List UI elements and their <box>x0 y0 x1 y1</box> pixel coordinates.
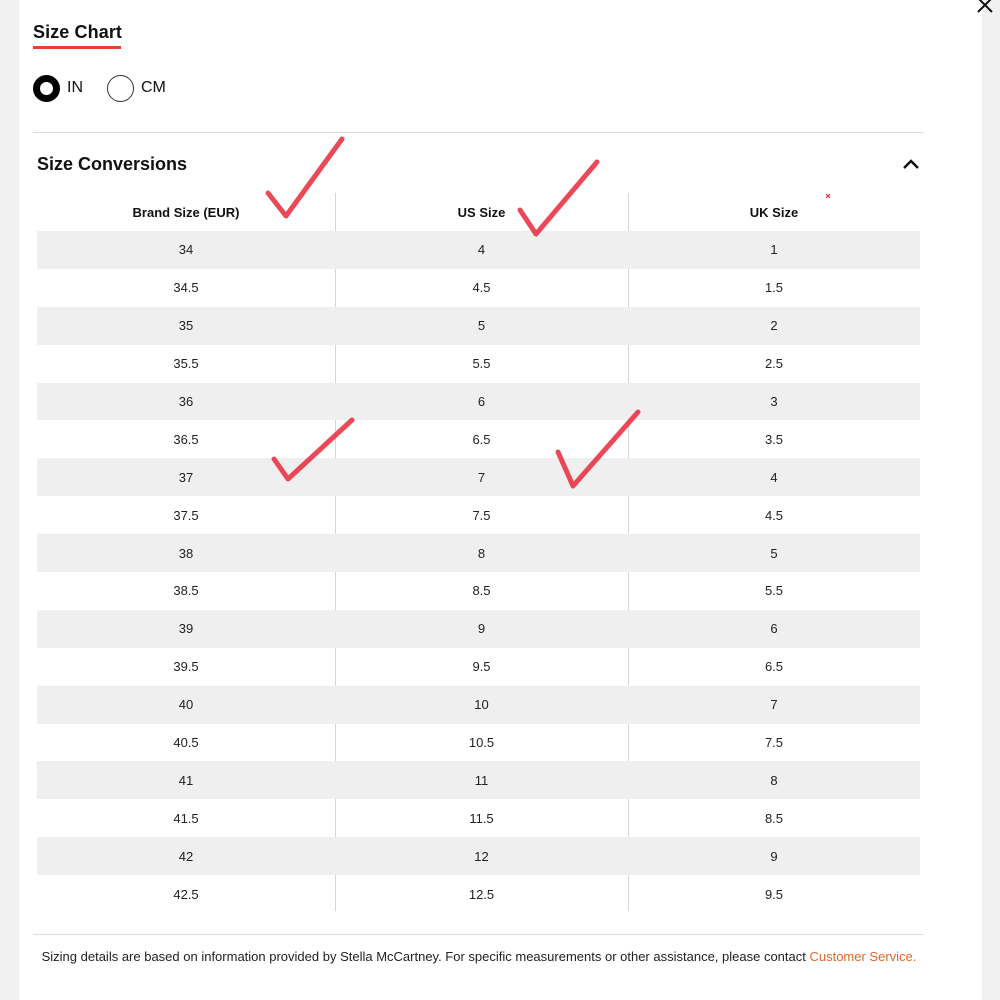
cell-us-size: 9 <box>477 621 486 637</box>
cell-uk-size: 6.5 <box>764 659 784 675</box>
cell-uk-size: 9.5 <box>764 886 784 902</box>
cell-brand-size: 35.5 <box>173 356 199 372</box>
cell-brand-size: 41.5 <box>173 810 199 826</box>
table-row <box>37 269 920 307</box>
table-row <box>37 875 920 913</box>
cell-brand-size: 40 <box>178 697 194 713</box>
table-row <box>37 610 920 648</box>
radio-in[interactable] <box>33 75 60 102</box>
cell-brand-size: 40.5 <box>173 735 199 751</box>
cell-brand-size: 39 <box>178 621 194 637</box>
cell-uk-size: 7 <box>770 697 778 713</box>
cell-uk-size: 4 <box>770 469 778 485</box>
header-brand-size: Brand Size (EUR) <box>132 204 240 220</box>
cell-uk-size: 3 <box>770 394 778 409</box>
table-row <box>37 648 920 686</box>
cell-us-size: 10 <box>474 697 489 713</box>
cell-uk-size: 2.5 <box>764 356 784 372</box>
cell-uk-size: 7.5 <box>764 735 784 751</box>
cell-us-size: 10.5 <box>468 735 495 751</box>
radio-in-label[interactable]: IN <box>67 79 83 96</box>
unit-toggle <box>33 74 190 102</box>
customer-service-link[interactable]: Customer Service. <box>809 949 917 964</box>
cell-brand-size: 38.5 <box>173 583 199 599</box>
cell-uk-size: 8 <box>770 772 778 788</box>
table-row <box>37 307 920 345</box>
size-chart-modal <box>19 0 982 1000</box>
divider <box>33 132 924 133</box>
table-row <box>37 534 920 572</box>
cell-us-size: 6 <box>477 394 486 409</box>
table-row <box>37 496 920 534</box>
table-row <box>37 420 920 458</box>
table-body <box>37 231 920 913</box>
table-header <box>37 193 920 231</box>
cell-us-size: 8 <box>477 545 486 561</box>
cell-brand-size: 38 <box>178 545 194 561</box>
cell-brand-size: 37 <box>178 469 194 485</box>
cell-brand-size: 42.5 <box>173 886 199 902</box>
radio-cm-label[interactable]: CM <box>141 79 166 96</box>
cell-brand-size: 42 <box>178 848 194 864</box>
cell-uk-size: 4.5 <box>764 507 784 523</box>
cell-brand-size: 36.5 <box>173 431 199 447</box>
table-row <box>37 458 920 496</box>
divider <box>33 934 924 935</box>
cell-us-size: 8.5 <box>472 583 491 599</box>
cell-uk-size: 1.5 <box>764 280 784 296</box>
cell-uk-size: 3.5 <box>764 431 784 447</box>
cell-us-size: 9.5 <box>472 659 491 675</box>
close-icon[interactable] <box>974 0 996 16</box>
cell-brand-size: 36 <box>178 394 194 409</box>
cell-us-size: 7 <box>477 469 486 485</box>
cell-us-size: 4 <box>477 242 486 258</box>
cell-uk-size: 5.5 <box>764 583 784 599</box>
table-row <box>37 231 920 269</box>
cell-us-size: 5 <box>477 318 486 334</box>
cell-us-size: 5.5 <box>472 356 491 372</box>
cell-brand-size: 34 <box>178 242 194 258</box>
cell-us-size: 6.5 <box>472 431 491 447</box>
table-row <box>37 837 920 875</box>
cell-uk-size: 2 <box>770 318 778 334</box>
table-row <box>37 761 920 799</box>
table-row <box>37 686 920 724</box>
cell-us-size: 7.5 <box>472 507 491 523</box>
cell-us-size: 11.5 <box>469 810 494 826</box>
active-tab-underline <box>33 46 121 49</box>
cell-uk-size: 8.5 <box>764 810 784 826</box>
cell-brand-size: 35 <box>178 318 194 334</box>
header-uk-size: UK Size <box>749 204 799 220</box>
cell-uk-size: 6 <box>770 621 778 637</box>
table-row <box>37 383 920 421</box>
section-title[interactable]: Size Conversions <box>37 154 188 174</box>
cell-uk-size: 1 <box>770 242 778 258</box>
cell-brand-size: 39.5 <box>173 659 199 675</box>
cell-uk-size: 9 <box>770 848 778 864</box>
size-conversion-table <box>37 193 920 913</box>
tab-size-chart[interactable]: Size Chart <box>33 22 123 42</box>
chevron-up-icon[interactable] <box>901 156 921 172</box>
table-row <box>37 345 920 383</box>
cell-brand-size: 41 <box>178 772 194 788</box>
cell-us-size: 12 <box>474 848 489 864</box>
cell-brand-size: 34.5 <box>173 280 199 296</box>
footer-note <box>39 947 919 967</box>
cell-us-size: 12.5 <box>468 886 495 902</box>
radio-cm[interactable] <box>107 75 134 102</box>
table-row <box>37 799 920 837</box>
cell-uk-size: 5 <box>770 545 778 561</box>
cell-us-size: 11 <box>474 772 489 788</box>
cell-brand-size: 37.5 <box>173 507 199 523</box>
cell-us-size: 4.5 <box>472 280 491 296</box>
footer-text: Sizing details are based on information provided by Stella McCartney. For specific measurements or other assistance, please contact <box>41 949 810 964</box>
table-row <box>37 724 920 762</box>
table-row <box>37 572 920 610</box>
header-us-size: US Size <box>457 204 506 220</box>
